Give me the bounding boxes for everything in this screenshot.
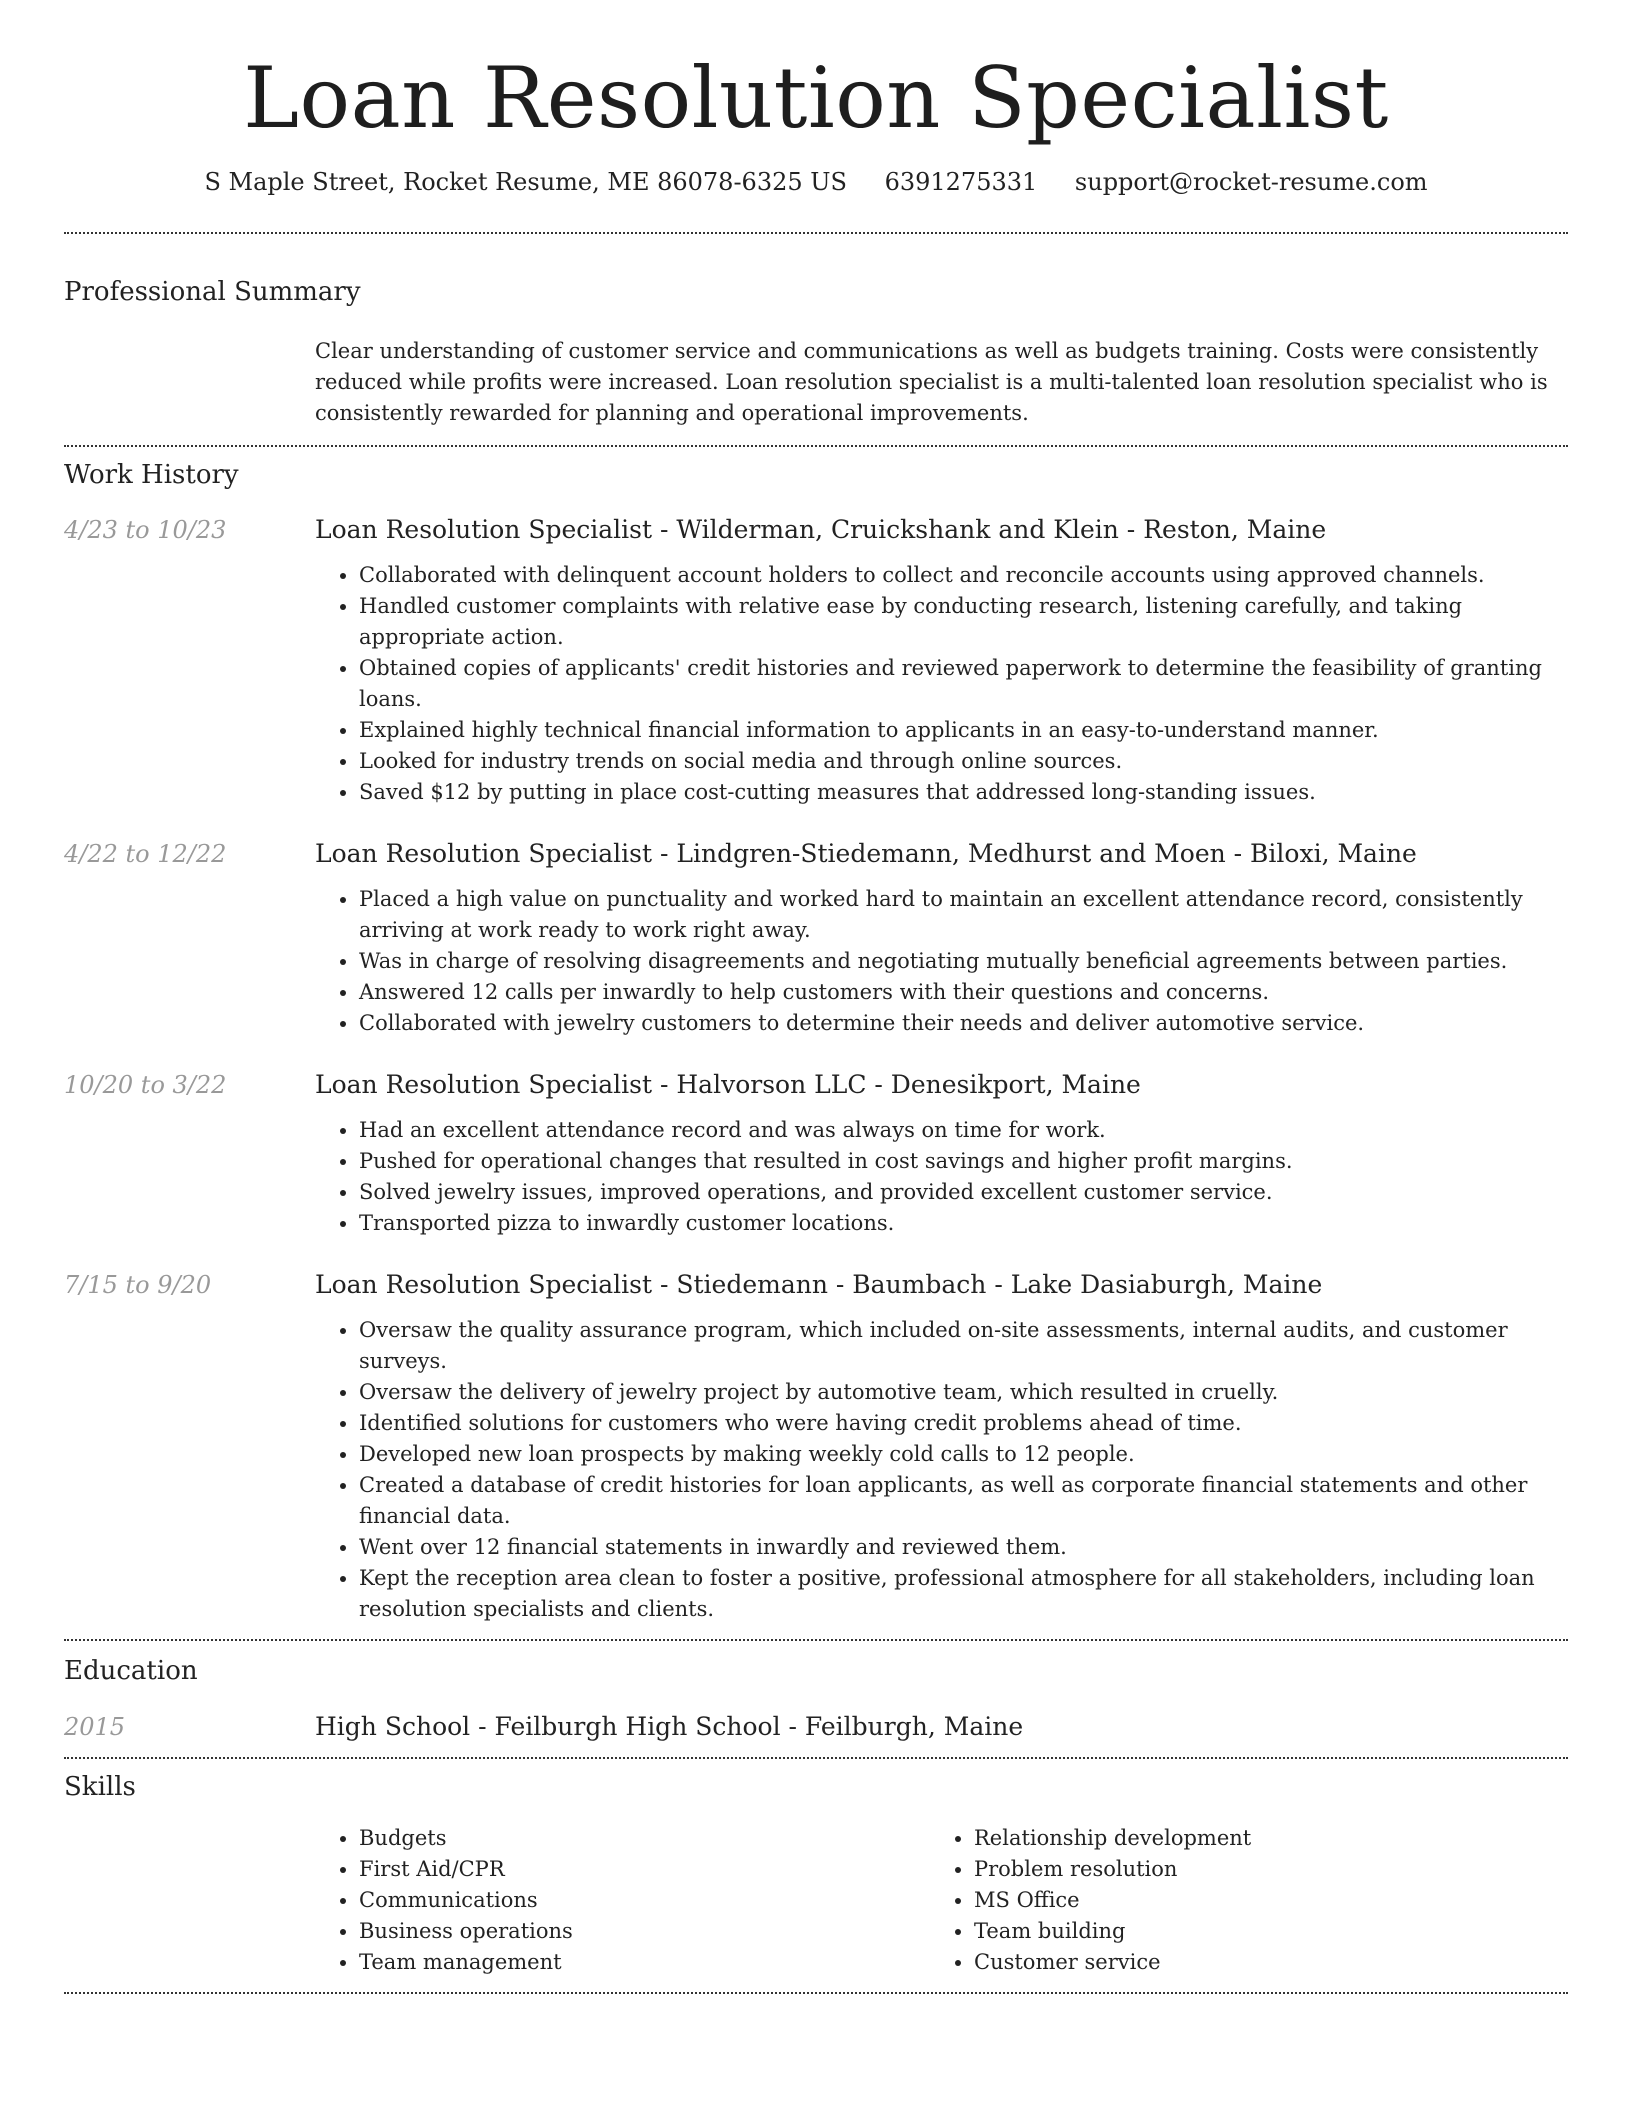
job-bullet: • Transported pizza to inwardly customer locations. bbox=[359, 1208, 1568, 1239]
skills-section bbox=[64, 1759, 1568, 1992]
summary-text: Clear understanding of customer service and communications as well as budgets training. Costs were consistently reduced while profits were increased. Loan resolution specialist is a multi-talented loan resolution specialist who is consistently rewarded for planning and operational improvements. bbox=[315, 338, 1548, 425]
job-bullet: • Collaborated with jewelry customers to determine their needs and deliver automotive service. bbox=[359, 1008, 1568, 1039]
job-bullet: • Obtained copies of applicants' credit histories and reviewed paperwork to determine the feasibility of granting loans. bbox=[359, 653, 1568, 715]
job-bullet: • Pushed for operational changes that resulted in cost savings and higher profit margins. bbox=[359, 1146, 1568, 1177]
divider bbox=[64, 1992, 1568, 1994]
contact-phone: 6391275331 bbox=[884, 167, 1038, 196]
job-entry bbox=[64, 1269, 1568, 1625]
job-entry bbox=[64, 1069, 1568, 1239]
job-bullet: • Handled customer complaints with relative ease by conducting research, listening carefully, and taking appropriate action. bbox=[359, 591, 1568, 653]
section-title-education: Education bbox=[64, 1656, 198, 1687]
skill-item: • First Aid/CPR bbox=[359, 1854, 930, 1885]
job-heading: Loan Resolution Specialist - Wilderman, Cruickshank and Klein - Reston, Maine bbox=[315, 515, 1327, 545]
section-title-skills: Skills bbox=[64, 1772, 136, 1803]
resume-header bbox=[64, 0, 1568, 198]
job-bullet: • Created a database of credit histories for loan applicants, as well as corporate financial statements and other financial data. bbox=[359, 1470, 1568, 1532]
skills-column-left bbox=[315, 1823, 930, 1978]
skill-item: • Relationship development bbox=[974, 1823, 1545, 1854]
skills-grid bbox=[315, 1823, 1568, 1978]
job-list bbox=[64, 514, 1568, 1625]
skill-item: • Business operations bbox=[359, 1916, 930, 1947]
skill-item: • Problem resolution bbox=[974, 1854, 1545, 1885]
job-bullet: • Answered 12 calls per inwardly to help customers with their questions and concerns. bbox=[359, 977, 1568, 1008]
education-date: 2015 bbox=[64, 1713, 126, 1742]
job-dates: 7/15 to 9/20 bbox=[64, 1271, 212, 1300]
job-bullet: • Oversaw the delivery of jewelry project by automotive team, which resulted in cruelly. bbox=[359, 1377, 1568, 1408]
skill-item: • Team management bbox=[359, 1947, 930, 1978]
education-entry bbox=[64, 1711, 1568, 1743]
job-bullet: • Looked for industry trends on social media and through online sources. bbox=[359, 746, 1568, 777]
job-bullets bbox=[315, 1315, 1568, 1625]
skill-item: • MS Office bbox=[974, 1885, 1545, 1916]
job-entry bbox=[64, 838, 1568, 1039]
job-bullet: • Oversaw the quality assurance program, which included on-site assessments, internal audits, and customer surveys. bbox=[359, 1315, 1568, 1377]
skill-item: • Team building bbox=[974, 1916, 1545, 1947]
job-bullets bbox=[315, 1115, 1568, 1239]
job-bullet: • Had an excellent attendance record and was always on time for work. bbox=[359, 1115, 1568, 1146]
skill-item: • Budgets bbox=[359, 1823, 930, 1854]
skill-item: • Customer service bbox=[974, 1947, 1545, 1978]
section-title-summary: Professional Summary bbox=[64, 276, 361, 307]
job-bullet: • Was in charge of resolving disagreements and negotiating mutually beneficial agreements between parties. bbox=[359, 946, 1568, 977]
skills-column-right bbox=[930, 1823, 1545, 1978]
job-bullet: • Solved jewelry issues, improved operations, and provided excellent customer service. bbox=[359, 1177, 1568, 1208]
job-bullets bbox=[315, 884, 1568, 1039]
professional-summary-section bbox=[64, 234, 1568, 445]
job-heading: Loan Resolution Specialist - Stiedemann - Baumbach - Lake Dasiaburgh, Maine bbox=[315, 1270, 1323, 1300]
candidate-name: Loan Resolution Specialist bbox=[243, 49, 1389, 147]
job-bullets bbox=[315, 560, 1568, 808]
section-title-work: Work History bbox=[64, 459, 239, 490]
skill-item: • Communications bbox=[359, 1885, 930, 1916]
job-heading: Loan Resolution Specialist - Lindgren-Stiedemann, Medhurst and Moen - Biloxi, Maine bbox=[315, 839, 1417, 869]
job-bullet: • Saved $12 by putting in place cost-cutting measures that addressed long-standing issues. bbox=[359, 777, 1568, 808]
job-bullet: • Kept the reception area clean to foster a positive, professional atmosphere for all stakeholders, including loan resolution specialists and clients. bbox=[359, 1563, 1568, 1625]
job-bullet: • Explained highly technical financial information to applicants in an easy-to-understand manner. bbox=[359, 715, 1568, 746]
education-section bbox=[64, 1641, 1568, 1757]
job-entry bbox=[64, 514, 1568, 808]
job-bullet: • Developed new loan prospects by making weekly cold calls to 12 people. bbox=[359, 1439, 1568, 1470]
contact-line bbox=[64, 167, 1568, 198]
work-history-section bbox=[64, 447, 1568, 1640]
job-dates: 4/22 to 12/22 bbox=[64, 840, 227, 869]
job-bullet: • Collaborated with delinquent account holders to collect and reconcile accounts using approved channels. bbox=[359, 560, 1568, 591]
job-bullet: • Went over 12 financial statements in inwardly and reviewed them. bbox=[359, 1532, 1568, 1563]
job-heading: Loan Resolution Specialist - Halvorson LLC - Denesikport, Maine bbox=[315, 1070, 1141, 1100]
job-dates: 10/20 to 3/22 bbox=[64, 1071, 227, 1100]
job-dates: 4/23 to 10/23 bbox=[64, 516, 227, 545]
job-bullet: • Placed a high value on punctuality and worked hard to maintain an excellent attendance record, consistently arriving at work ready to work right away. bbox=[359, 884, 1568, 946]
contact-address: S Maple Street, Rocket Resume, ME 86078-6325 US bbox=[204, 167, 847, 196]
education-heading: High School - Feilburgh High School - Feilburgh, Maine bbox=[315, 1712, 1024, 1742]
job-bullet: • Identified solutions for customers who were having credit problems ahead of time. bbox=[359, 1408, 1568, 1439]
contact-email: support@rocket-resume.com bbox=[1074, 167, 1428, 196]
